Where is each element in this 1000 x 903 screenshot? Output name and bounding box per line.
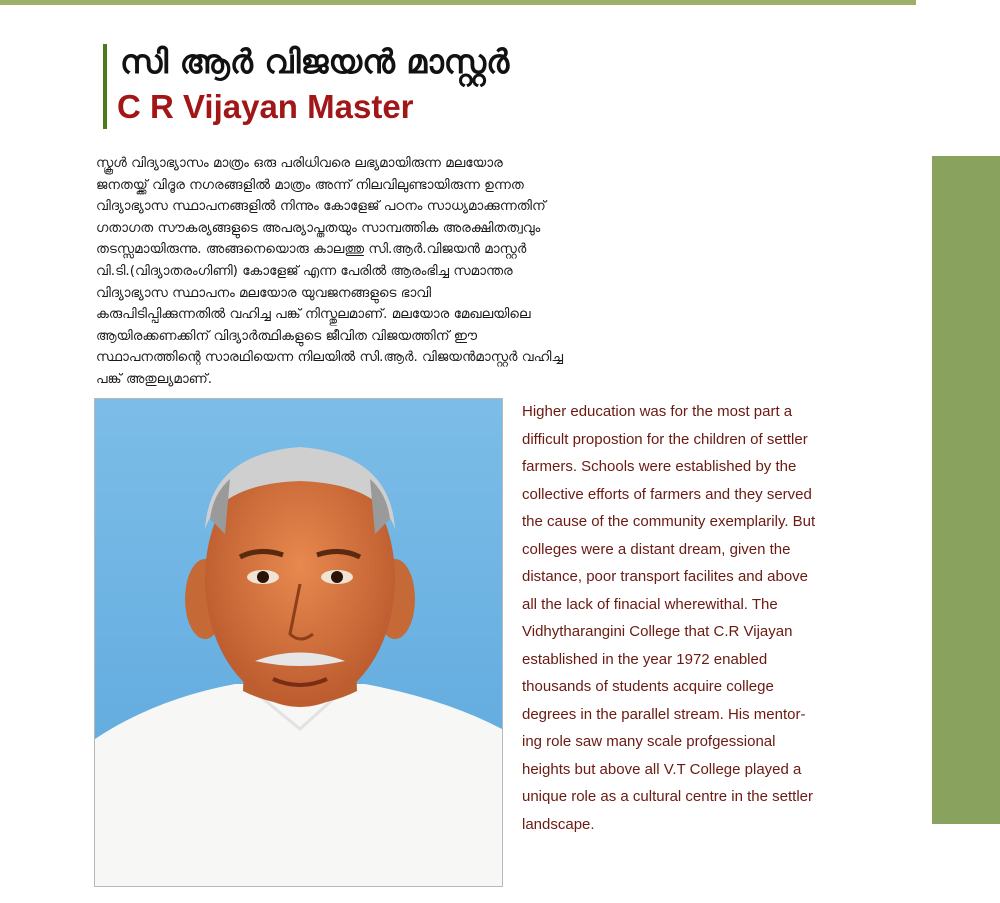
english-line: Vidhytharangini College that C.R Vijayan [522,623,793,640]
malayalam-line: സ്കൂൾ വിദ്യാഭ്യാസം മാത്രം ഒരു പരിധിവരെ ലഭ്യമായിരുന്ന മലയോര [96,155,503,171]
english-line: distance, poor transport facilites and above [522,568,809,585]
english-line: ing role saw many scale profgessional [522,733,776,750]
malayalam-paragraph [96,153,636,391]
english-line: established in the year 1972 enabled [522,650,768,668]
english-paragraph [522,398,882,838]
malayalam-line: ജനതയ്ക്ക് വിദൂര നഗരങ്ങളിൽ മാത്രം അന്ന് നിലവിലുണ്ടായിരുന്ന ഉന്നത [96,176,524,193]
malayalam-line: കരുപിടിപ്പിക്കുന്നതിൽ വഹിച്ച പങ്ക് നിസ്തുലമാണ്. മലയോര മേഖലയിലെ [96,306,531,323]
title-english: C R Vijayan Master [117,88,414,125]
english-line: landscape. [522,815,595,833]
portrait-photo [94,398,503,887]
side-accent-band [932,156,1000,824]
malayalam-line: ഗതാഗത സൗകര്യങ്ങളുടെ അപര്യാപ്തതയും സാമ്പത്തിക അരക്ഷിതത്വവും [96,219,541,236]
english-line: collective efforts of farmers and they served [522,485,812,503]
malayalam-line: വിദ്യാഭ്യാസ സ്ഥാപനം മലയോര യുവജനങ്ങളുടെ ഭാവി [96,284,432,301]
english-line: unique role as a cultural centre in the settler [522,788,813,805]
malayalam-line: വി.ടി.(വിദ്യാതരംഗിണി) കോളേജ് എന്ന പേരിൽ ആരംഭിച്ച സമാന്തര [96,262,513,279]
title-malayalam: സി ആർ വിജയൻ മാസ്റ്റർ [120,42,510,81]
english-line: the cause of the community exemplarily. But [522,513,816,530]
english-line: degrees in the parallel stream. His mentor- [522,705,806,723]
malayalam-line: ആയിരക്കണക്കിന് വിദ്യാർത്ഥികളുടെ ജീവിത വിജയത്തിന് ഈ [96,327,478,344]
english-line: heights but above all V.T College played a [522,760,802,778]
english-line: Higher education was for the most part a [522,403,793,420]
malayalam-line: വിദ്യാഭ്യാസ സ്ഥാപനങ്ങളിൽ നിന്നും കോളേജ് പഠനം സാധ്യമാക്കുന്നതിന് [96,198,546,215]
malayalam-line: തടസ്സമായിരുന്നു. അങ്ങനെയൊരു കാലത്തു സി.ആർ.വിജയൻ മാസ്റ്റർ [96,241,527,258]
title-accent-bar [103,44,107,129]
malayalam-line: സ്ഥാപനത്തിന്റെ സാരഥിയെന്ന നിലയിൽ സി.ആർ. വിജയൻമാസ്റ്റർ വഹിച്ച [96,349,564,366]
english-line: difficult propostion for the children of settler [522,430,808,448]
english-line: thousands of students acquire college [522,678,774,695]
english-line: colleges were a distant dream, given the [522,540,791,558]
malayalam-line: പങ്ക് അതുല്യമാണ്. [96,370,213,387]
top-accent-rule [0,0,916,5]
english-line: farmers. Schools were established by the [522,458,797,475]
english-line: all the lack of finacial wherewithal. The [522,595,778,613]
